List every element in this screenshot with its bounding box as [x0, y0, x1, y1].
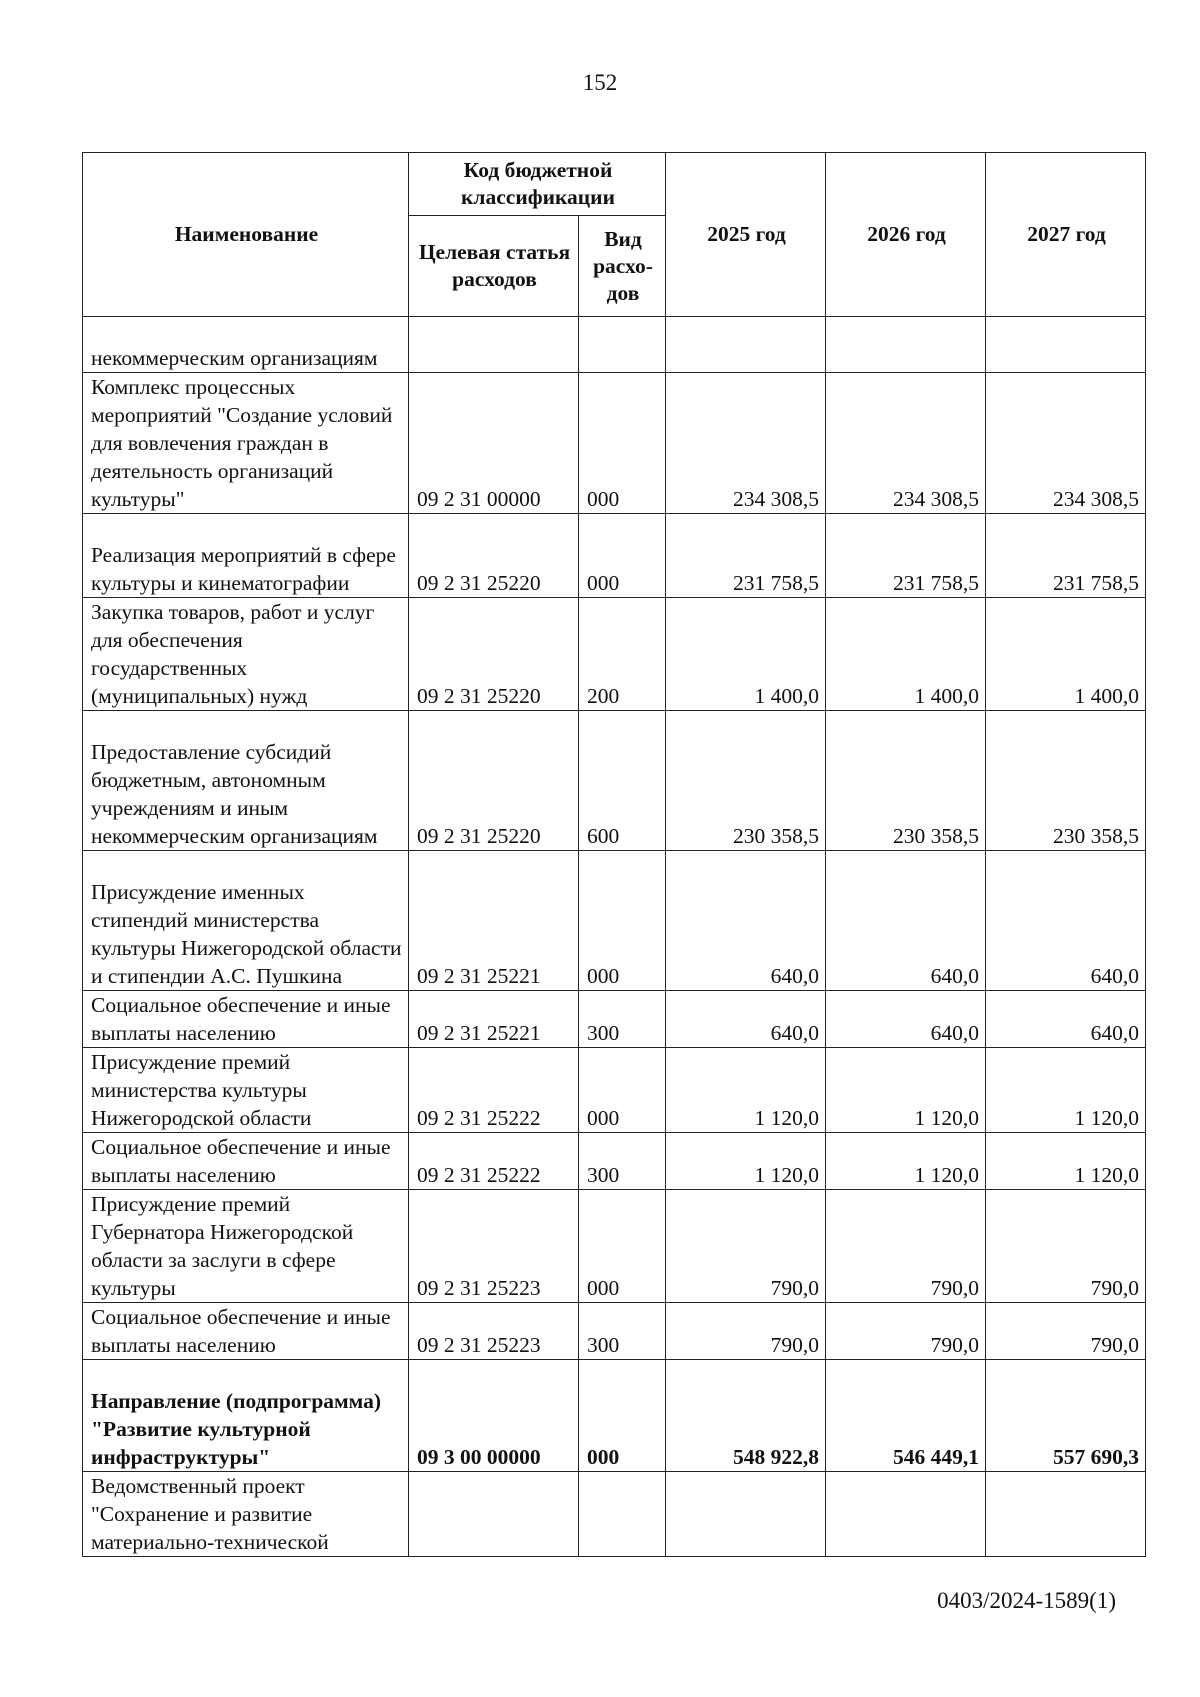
- table-row: [83, 851, 1146, 991]
- cell-target-code: 09 2 31 25220: [409, 711, 579, 851]
- cell-2026: 790,0: [826, 1303, 986, 1360]
- table-row: [83, 1303, 1146, 1360]
- cell-2026: 640,0: [826, 991, 986, 1048]
- cell-expense-kind: [579, 317, 666, 373]
- header-2025: 2025 год: [666, 153, 826, 317]
- cell-2026: 231 758,5: [826, 514, 986, 598]
- cell-expense-kind: 000: [579, 851, 666, 991]
- cell-2027: 1 120,0: [986, 1133, 1146, 1190]
- table-body: [83, 317, 1146, 1557]
- cell-target-code: 09 2 31 25222: [409, 1133, 579, 1190]
- cell-expense-kind: 000: [579, 514, 666, 598]
- cell-2027: 557 690,3: [986, 1360, 1146, 1472]
- document-number: 0403/2024-1589(1): [937, 1588, 1116, 1613]
- table-row: [83, 598, 1146, 711]
- cell-name: Присуждение премий Губернатора Нижегородской области за заслуги в сфере культуры: [83, 1190, 409, 1303]
- header-target: Целевая статья расходов: [409, 216, 579, 317]
- cell-2027: 790,0: [986, 1190, 1146, 1303]
- budget-table: [82, 152, 1146, 1557]
- cell-2027: 640,0: [986, 851, 1146, 991]
- cell-2026: 790,0: [826, 1190, 986, 1303]
- cell-2025: 234 308,5: [666, 373, 826, 514]
- cell-name: некоммерческим организациям: [83, 317, 409, 373]
- cell-2025: [666, 317, 826, 373]
- cell-name: Предоставление субсидий бюджетным, автономным учреждениям и иным некоммерческим организациям: [83, 711, 409, 851]
- cell-2027: [986, 1472, 1146, 1557]
- cell-2026: [826, 317, 986, 373]
- table-row: [83, 1190, 1146, 1303]
- cell-2026: 1 120,0: [826, 1048, 986, 1133]
- cell-2025: 1 400,0: [666, 598, 826, 711]
- cell-target-code: 09 2 31 25220: [409, 514, 579, 598]
- cell-2025: 1 120,0: [666, 1048, 826, 1133]
- cell-2027: 790,0: [986, 1303, 1146, 1360]
- cell-2025: 790,0: [666, 1303, 826, 1360]
- cell-name: Социальное обеспечение и иные выплаты населению: [83, 991, 409, 1048]
- cell-target-code: [409, 1472, 579, 1557]
- header-2026: 2026 год: [826, 153, 986, 317]
- cell-2026: 234 308,5: [826, 373, 986, 514]
- cell-2027: 231 758,5: [986, 514, 1146, 598]
- table-row: [83, 514, 1146, 598]
- cell-target-code: 09 2 31 00000: [409, 373, 579, 514]
- header-kbk: Код бюджетной классификации: [409, 153, 666, 216]
- cell-2025: 231 758,5: [666, 514, 826, 598]
- cell-expense-kind: 000: [579, 1190, 666, 1303]
- cell-2025: 230 358,5: [666, 711, 826, 851]
- cell-target-code: 09 2 31 25221: [409, 991, 579, 1048]
- cell-name: Ведомственный проект "Сохранение и развитие материально-технической: [83, 1472, 409, 1557]
- cell-2027: 640,0: [986, 991, 1146, 1048]
- cell-2026: [826, 1472, 986, 1557]
- cell-2026: 1 120,0: [826, 1133, 986, 1190]
- cell-target-code: 09 3 00 00000: [409, 1360, 579, 1472]
- table-row: [83, 1133, 1146, 1190]
- table-row: [83, 991, 1146, 1048]
- table-row: [83, 1472, 1146, 1557]
- cell-name: Социальное обеспечение и иные выплаты населению: [83, 1303, 409, 1360]
- cell-target-code: 09 2 31 25222: [409, 1048, 579, 1133]
- table-row: [83, 1360, 1146, 1472]
- cell-expense-kind: 000: [579, 373, 666, 514]
- cell-2026: 546 449,1: [826, 1360, 986, 1472]
- table-row: [83, 317, 1146, 373]
- cell-name: Реализация мероприятий в сфере культуры и кинематографии: [83, 514, 409, 598]
- cell-name: Присуждение именных стипендий министерства культуры Нижегородской области и стипендии А.С. Пушкина: [83, 851, 409, 991]
- cell-target-code: 09 2 31 25221: [409, 851, 579, 991]
- cell-name: Закупка товаров, работ и услуг для обеспечения государственных (муниципальных) нужд: [83, 598, 409, 711]
- header-name: Наименование: [83, 153, 409, 317]
- cell-expense-kind: [579, 1472, 666, 1557]
- cell-expense-kind: 200: [579, 598, 666, 711]
- cell-2027: 234 308,5: [986, 373, 1146, 514]
- cell-2026: 1 400,0: [826, 598, 986, 711]
- cell-2027: 230 358,5: [986, 711, 1146, 851]
- cell-expense-kind: 000: [579, 1048, 666, 1133]
- header-2027: 2027 год: [986, 153, 1146, 317]
- table-row: [83, 1048, 1146, 1133]
- table-row: [83, 373, 1146, 514]
- cell-2025: 790,0: [666, 1190, 826, 1303]
- cell-2027: [986, 317, 1146, 373]
- header-kind: Вид расхо-дов: [579, 216, 666, 317]
- cell-2025: [666, 1472, 826, 1557]
- cell-2025: 1 120,0: [666, 1133, 826, 1190]
- cell-expense-kind: 600: [579, 711, 666, 851]
- cell-name: Социальное обеспечение и иные выплаты населению: [83, 1133, 409, 1190]
- cell-expense-kind: 300: [579, 1303, 666, 1360]
- cell-target-code: 09 2 31 25223: [409, 1303, 579, 1360]
- cell-name: Комплекс процессных мероприятий "Создание условий для вовлечения граждан в деятельность организаций культуры": [83, 373, 409, 514]
- cell-expense-kind: 300: [579, 991, 666, 1048]
- cell-name: Присуждение премий министерства культуры Нижегородской области: [83, 1048, 409, 1133]
- page-number: 152: [582, 70, 618, 95]
- cell-2026: 640,0: [826, 851, 986, 991]
- cell-2025: 548 922,8: [666, 1360, 826, 1472]
- cell-expense-kind: 300: [579, 1133, 666, 1190]
- cell-target-code: [409, 317, 579, 373]
- cell-expense-kind: 000: [579, 1360, 666, 1472]
- table-header: [83, 153, 1146, 317]
- cell-2027: 1 400,0: [986, 598, 1146, 711]
- cell-target-code: 09 2 31 25220: [409, 598, 579, 711]
- table-row: [83, 711, 1146, 851]
- cell-2025: 640,0: [666, 851, 826, 991]
- cell-2027: 1 120,0: [986, 1048, 1146, 1133]
- cell-2025: 640,0: [666, 991, 826, 1048]
- cell-2026: 230 358,5: [826, 711, 986, 851]
- cell-target-code: 09 2 31 25223: [409, 1190, 579, 1303]
- cell-name: Направление (подпрограмма) "Развитие культурной инфраструктуры": [83, 1360, 409, 1472]
